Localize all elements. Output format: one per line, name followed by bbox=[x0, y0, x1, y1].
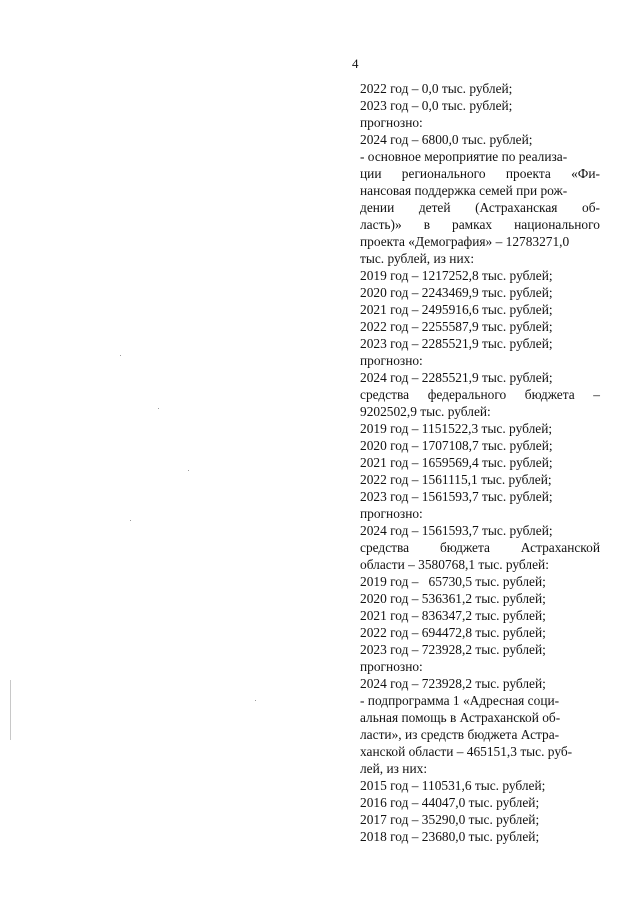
scan-speck bbox=[120, 355, 121, 356]
text-line: 2019 год – 65730,5 тыс. рублей; bbox=[360, 574, 546, 589]
text-line: 2020 год – 536361,2 тыс. рублей; bbox=[360, 591, 546, 606]
text-line: 2021 год – 1659569,4 тыс. рублей; bbox=[360, 455, 553, 470]
text-line: 2023 год – 0,0 тыс. рублей; bbox=[360, 98, 513, 113]
text-line: 9202502,9 тыс. рублей: bbox=[360, 404, 491, 419]
text-line: 2022 год – 0,0 тыс. рублей; bbox=[360, 81, 513, 96]
text-line: прогнозно: bbox=[360, 659, 423, 674]
text-line: области – 3580768,1 тыс. рублей: bbox=[360, 557, 549, 572]
text-line: 2024 год – 2285521,9 тыс. рублей; bbox=[360, 370, 553, 385]
scan-speck bbox=[188, 470, 189, 471]
text-line: 2024 год – 6800,0 тыс. рублей; bbox=[360, 132, 533, 147]
text-line: 2015 год – 110531,6 тыс. рублей; bbox=[360, 778, 546, 793]
text-line: проекта «Демография» – 12783271,0 bbox=[360, 234, 570, 249]
text-line: 2023 год – 2285521,9 тыс. рублей; bbox=[360, 336, 553, 351]
text-line: 2021 год – 836347,2 тыс. рублей; bbox=[360, 608, 546, 623]
text-line: 2024 год – 1561593,7 тыс. рублей; bbox=[360, 523, 553, 538]
text-line: альная помощь в Астраханской об- bbox=[360, 710, 561, 725]
text-line: ласти», из средств бюджета Астра- bbox=[360, 727, 560, 742]
text-line: прогнозно: bbox=[360, 353, 423, 368]
text-line: 2020 год – 2243469,9 тыс. рублей; bbox=[360, 285, 553, 300]
text-line: прогнозно: bbox=[360, 115, 423, 130]
text-line: 2022 год – 1561115,1 тыс. рублей; bbox=[360, 472, 552, 487]
scan-speck bbox=[255, 700, 256, 701]
scan-edge-mark bbox=[10, 680, 11, 740]
text-line-justified: средства федерального бюджета – bbox=[360, 387, 600, 402]
document-body bbox=[360, 80, 600, 845]
text-line: нансовая поддержка семей при рож- bbox=[360, 183, 568, 198]
text-line: 2016 год – 44047,0 тыс. рублей; bbox=[360, 795, 540, 810]
text-line: 2018 год – 23680,0 тыс. рублей; bbox=[360, 829, 540, 844]
text-line: 2024 год – 723928,2 тыс. рублей; bbox=[360, 676, 546, 691]
text-line: 2023 год – 723928,2 тыс. рублей; bbox=[360, 642, 546, 657]
text-line-justified: средства бюджета Астраханской bbox=[360, 540, 600, 555]
text-line: 2021 год – 2495916,6 тыс. рублей; bbox=[360, 302, 553, 317]
text-line-justified: ции регионального проекта «Фи- bbox=[360, 166, 600, 181]
text-line: лей, из них: bbox=[360, 761, 428, 776]
text-line: тыс. рублей, из них: bbox=[360, 251, 475, 266]
text-line: 2017 год – 35290,0 тыс. рублей; bbox=[360, 812, 540, 827]
page-number: 4 bbox=[352, 56, 359, 71]
text-line-justified: ласть)» в рамках национального bbox=[360, 217, 600, 232]
text-line: 2019 год – 1217252,8 тыс. рублей; bbox=[360, 268, 553, 283]
scan-speck bbox=[158, 408, 159, 409]
text-line: 2019 год – 1151522,3 тыс. рублей; bbox=[360, 421, 553, 436]
text-line: - основное мероприятие по реализа- bbox=[360, 149, 568, 164]
text-line: 2022 год – 2255587,9 тыс. рублей; bbox=[360, 319, 553, 334]
text-line: 2023 год – 1561593,7 тыс. рублей; bbox=[360, 489, 553, 504]
text-line: - подпрограмма 1 «Адресная соци- bbox=[360, 693, 560, 708]
text-line-justified: дении детей (Астраханская об- bbox=[360, 200, 600, 215]
text-line: 2020 год – 1707108,7 тыс. рублей; bbox=[360, 438, 553, 453]
text-line: 2022 год – 694472,8 тыс. рублей; bbox=[360, 625, 546, 640]
text-line: прогнозно: bbox=[360, 506, 423, 521]
text-line: ханской области – 465151,3 тыс. руб- bbox=[360, 744, 573, 759]
scan-speck bbox=[130, 520, 131, 521]
